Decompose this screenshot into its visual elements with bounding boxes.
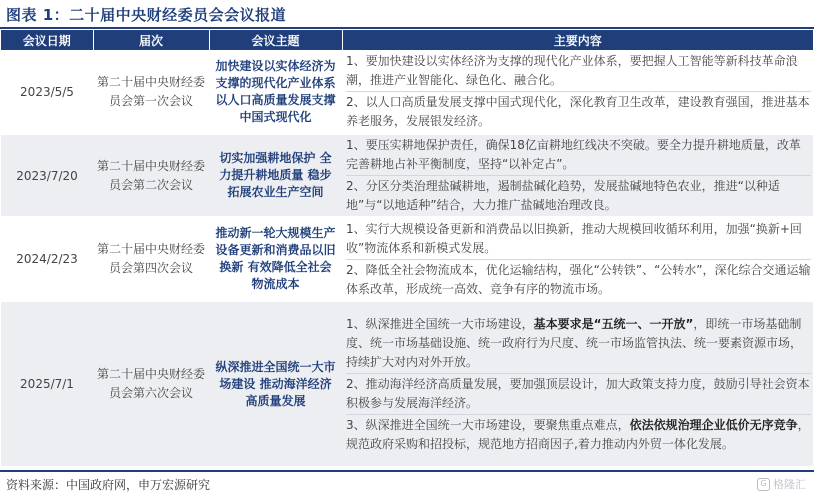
point-emphasis: 基本要求是“五统一、一开放” (533, 316, 694, 331)
point-text: ，规范政府采购和招投标，规范地方招商因子,着力推动内外贸一体化发展。 (346, 417, 810, 451)
meeting-theme: 切实加强耕地保护 全力提升耕地质量 稳步拓展农业生产空间 (209, 134, 342, 217)
table-row (1, 134, 813, 217)
meeting-content (342, 50, 813, 134)
content-point (346, 314, 811, 374)
bottom-divider (0, 470, 814, 472)
watermark (757, 476, 806, 492)
point-text: ，即统一市场基础制度、统一市场基础设施、统一政府行为尺度、统一市场监管执法、统一要素资源市场，持续扩大对内对外开放。 (346, 316, 803, 369)
header-session: 届次 (93, 30, 209, 50)
meeting-table (1, 30, 813, 468)
meeting-date: 2024/2/23 (1, 217, 93, 301)
title-divider (0, 27, 814, 29)
meeting-session: 第二十届中央财经委员会第二次会议 (93, 134, 209, 217)
content-point: 2、推动海洋经济高质量发展，要加强顶层设计，加大政策支持力度，鼓励引导社会资本积极参与发展海洋经济。 (346, 374, 811, 415)
meeting-session: 第二十届中央财经委员会第六次会议 (93, 301, 209, 467)
meeting-date: 2023/7/20 (1, 134, 93, 217)
meeting-date: 2023/5/5 (1, 50, 93, 134)
table-header-row (1, 30, 813, 50)
meeting-session: 第二十届中央财经委员会第四次会议 (93, 217, 209, 301)
table-row (1, 50, 813, 134)
source-note: 资料来源：中国政府网，申万宏源研究 (6, 478, 211, 492)
meeting-session: 第二十届中央财经委员会第一次会议 (93, 50, 209, 134)
header-content: 主要内容 (342, 30, 813, 50)
meeting-content (342, 134, 813, 217)
table-row (1, 301, 813, 467)
point-text: 3、纵深推进全国统一大市场建设，要聚焦重点难点， (346, 417, 630, 432)
table-row (1, 217, 813, 301)
header-date: 会议日期 (1, 30, 93, 50)
content-point: 1、要加快建设以实体经济为支撑的现代化产业体系，要把握人工智能等新科技革命浪潮，推进产业智能化、绿色化、融合化。 (346, 51, 811, 92)
header-theme: 会议主题 (209, 30, 342, 50)
meeting-theme: 纵深推进全国统一大市场建设 推动海洋经济高质量发展 (209, 301, 342, 467)
point-text: 1、纵深推进全国统一大市场建设， (346, 316, 534, 331)
meeting-theme: 加快建设以实体经济为支撑的现代化产业体系 以人口高质量发展支撑中国式现代化 (209, 50, 342, 134)
logo-icon: G (757, 478, 770, 491)
content-point: 2、分区分类治理盐碱耕地，遏制盐碱化趋势，发展盐碱地特色农业，推进“以种适地”与“以地适种”结合，大力推广盐碱地治理改良。 (346, 179, 780, 212)
content-point: 2、降低全社会物流成本，优化运输结构，强化“公转铁”、“公转水”，深化综合交通运输体系改革，形成统一高效、竞争有序的物流市场。 (346, 262, 811, 296)
meeting-content (342, 301, 813, 467)
watermark-text: 格隆汇 (773, 478, 806, 491)
meeting-theme: 推动新一轮大规模生产设备更新和消费品以旧换新 有效降低全社会物流成本 (209, 217, 342, 301)
point-emphasis: 依法依规治理企业低价无序竞争 (629, 417, 798, 432)
meeting-content (342, 217, 813, 301)
content-point (346, 415, 811, 455)
page-title: 图表 1：二十届中央财经委员会会议报道 (6, 6, 287, 24)
meeting-date: 2025/7/1 (1, 301, 93, 467)
content-point: 2、以人口高质量发展支撑中国式现代化，深化教育卫生改革，建设教育强国，推进基本养老服务，发展银发经济。 (346, 95, 810, 128)
content-point: 1、要压实耕地保护责任，确保18亿亩耕地红线决不突破。要全力提升耕地质量，改革完善耕地占补平衡制度，坚持“以补定占”。 (346, 135, 811, 176)
content-point: 1、实行大规模设备更新和消费品以旧换新，推动大规模回收循环利用，加强“换新+回收”物流体系和新模式发展。 (346, 219, 811, 260)
